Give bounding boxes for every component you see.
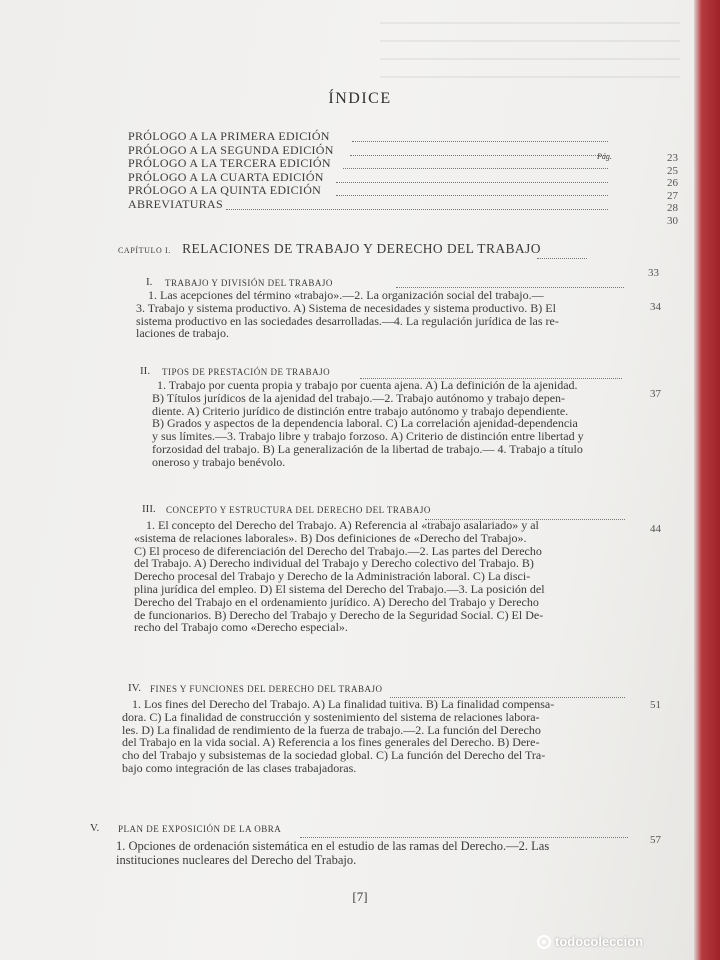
chapter-page-number: 33 — [648, 267, 659, 279]
section-body — [136, 289, 559, 340]
page-column-label: Pág. — [597, 152, 612, 161]
body-line: 1. El concepto del Derecho del Trabajo. A) Referencia al «trabajo asalariado» y al — [146, 518, 539, 532]
body-line: y sus límites.—3. Trabajo libre y trabajo forzoso. A) Criterio de distinción entre libertad y — [152, 429, 584, 444]
leader-dots — [537, 258, 587, 259]
page-number: 25 — [667, 164, 678, 177]
body-line: oneroso y trabajo benévolo. — [152, 454, 286, 469]
section-number: II. — [140, 365, 151, 377]
preface-entry — [128, 198, 668, 212]
body-line: C) El proceso de diferenciación del Derecho del Trabajo.—2. Las partes del Derecho — [134, 543, 542, 558]
section-page-number: 37 — [650, 388, 661, 400]
leader-dots — [300, 836, 628, 838]
leader-dots — [352, 139, 608, 142]
body-line: del Trabajo en la vida social. A) Referencia a los fines generales del Derecho. B) Dere- — [122, 735, 540, 750]
page-number: 23 — [667, 152, 678, 164]
section-heading: FINES Y FUNCIONES DEL DERECHO DEL TRABAJO — [150, 684, 383, 694]
body-line: del Trabajo. A) Derecho individual del Trabajo y Derecho colectivo del Trabajo. B) — [134, 556, 534, 571]
page-number: 26 — [667, 177, 678, 189]
section-body — [152, 379, 584, 469]
section-page-number: 57 — [650, 834, 661, 846]
preface-page-numbers — [648, 152, 678, 227]
page-title: ÍNDICE — [328, 90, 392, 107]
body-line: de funcionarios. B) Derecho del Trabajo y Derecho de la Seguridad Social. C) El De- — [134, 607, 544, 622]
watermark — [537, 934, 643, 949]
body-line: sistema productivo en las sociedades desarrolladas.—4. La regulación jurídica de las re- — [136, 313, 559, 328]
preface-list — [128, 130, 668, 211]
preface-entry — [128, 184, 668, 198]
body-line: plina jurídica del empleo. D) El sistema del Derecho del Trabajo.—3. La posición del — [134, 581, 545, 596]
body-line: forzosidad del trabajo. B) La generalización de la libertad de trabajo.— 4. Trabajo a título — [152, 441, 583, 456]
watermark-text: todocoleccion — [555, 934, 644, 949]
chapter-label: CAPÍTULO I. — [118, 246, 171, 255]
section-number: I. — [146, 276, 153, 288]
leader-dots — [350, 153, 608, 156]
page-number: 30 — [667, 214, 678, 227]
preface-entry — [128, 130, 668, 144]
body-line: recho del Trabajo como «Derecho especial». — [134, 620, 348, 635]
section-page-number: 34 — [650, 301, 661, 313]
preface-label: ABREVIATURAS — [128, 196, 223, 211]
section-body — [116, 840, 549, 867]
preface-entry — [128, 144, 668, 158]
preface-label: PRÓLOGO A LA TERCERA EDICIÓN — [128, 156, 331, 170]
preface-entry — [128, 157, 668, 171]
section-heading: TIPOS DE PRESTACIÓN DE TRABAJO — [162, 367, 331, 377]
body-line: diente. A) Criterio jurídico de distinción entre trabajo autónomo y trabajo dependiente. — [152, 403, 569, 418]
leader-dots — [226, 207, 608, 210]
body-line: instituciones nucleares del Derecho del Trabajo. — [116, 852, 357, 867]
body-line: 1. Las acepciones del término «trabajo».—2. La organización social del trabajo.— — [148, 288, 544, 302]
body-line: «sistema de relaciones laborales». B) Dos definiciones de «Derecho del Trabajo». — [134, 530, 527, 545]
body-line: dora. C) La finalidad de construcción y sostenimiento del sistema de relaciones labora- — [122, 709, 540, 724]
body-line: B) Grados y aspectos de la dependencia laboral. C) La correlación ajenidad-dependencia — [152, 416, 578, 431]
preface-label: PRÓLOGO A LA QUINTA EDICIÓN — [128, 183, 322, 197]
page-number: 28 — [667, 202, 678, 214]
section-body — [122, 698, 554, 775]
section-body — [134, 519, 545, 634]
body-line: les. D) La finalidad de rendimiento de la fuerza de trabajo.—2. La función del Derecho — [122, 722, 541, 737]
watermark-logo-icon — [537, 935, 551, 949]
chapter-heading — [118, 241, 541, 257]
page-footer-number: [7] — [352, 889, 368, 904]
body-line: Derecho procesal del Trabajo y Derecho de la Administración laboral. C) La disci- — [134, 569, 531, 584]
section-heading: PLAN DE EXPOSICIÓN DE LA OBRA — [118, 824, 282, 834]
body-line: B) Títulos jurídicos de la ajenidad del trabajo.—2. Trabajo autónomo y trabajo depen- — [152, 390, 566, 405]
body-line: 1. Los fines del Derecho del Trabajo. A) La finalidad tuitiva. B) La finalidad compensa- — [132, 697, 555, 711]
body-line: cho del Trabajo y subsistemas de la sociedad global. C) La función del Derecho del Tra- — [122, 748, 546, 763]
preface-label: PRÓLOGO A LA CUARTA EDICIÓN — [128, 169, 324, 184]
preface-label: PRÓLOGO A LA SEGUNDA EDICIÓN — [128, 142, 334, 157]
chapter-title: RELACIONES DE TRABAJO Y DERECHO DEL TRABAJO — [182, 241, 541, 256]
preface-label: PRÓLOGO A LA PRIMERA EDICIÓN — [128, 129, 330, 143]
leader-dots — [336, 180, 608, 183]
page-number: 27 — [667, 189, 678, 202]
body-line: bajo como integración de las clases trabajadoras. — [122, 760, 357, 775]
body-line: 1. Opciones de ordenación sistemática en el estudio de las ramas del Derecho.—2. Las — [116, 839, 550, 853]
section-number: IV. — [128, 682, 141, 694]
leader-dots — [336, 193, 608, 196]
section-heading: TRABAJO Y DIVISIÓN DEL TRABAJO — [165, 278, 333, 288]
body-line: 1. Trabajo por cuenta propia y trabajo por cuenta ajena. A) La definición de la ajenidad. — [157, 378, 578, 392]
preface-entry — [128, 171, 668, 185]
body-line: Derecho del Trabajo en el ordenamiento jurídico. A) Derecho del Trabajo y Derecho — [134, 594, 539, 609]
section-number: III. — [142, 503, 156, 515]
leader-dots — [343, 166, 608, 169]
section-heading: CONCEPTO Y ESTRUCTURA DEL DERECHO DEL TRABAJO — [166, 505, 431, 515]
section-number: V. — [90, 822, 100, 834]
body-line: laciones de trabajo. — [136, 326, 229, 341]
section-page-number: 51 — [650, 699, 661, 711]
body-line: 3. Trabajo y sistema productivo. A) Sistema de necesidades y sistema productivo. B) El — [136, 300, 556, 315]
bleed-through-text — [380, 8, 680, 78]
red-cover-edge — [694, 0, 720, 960]
section-page-number: 44 — [650, 523, 661, 535]
